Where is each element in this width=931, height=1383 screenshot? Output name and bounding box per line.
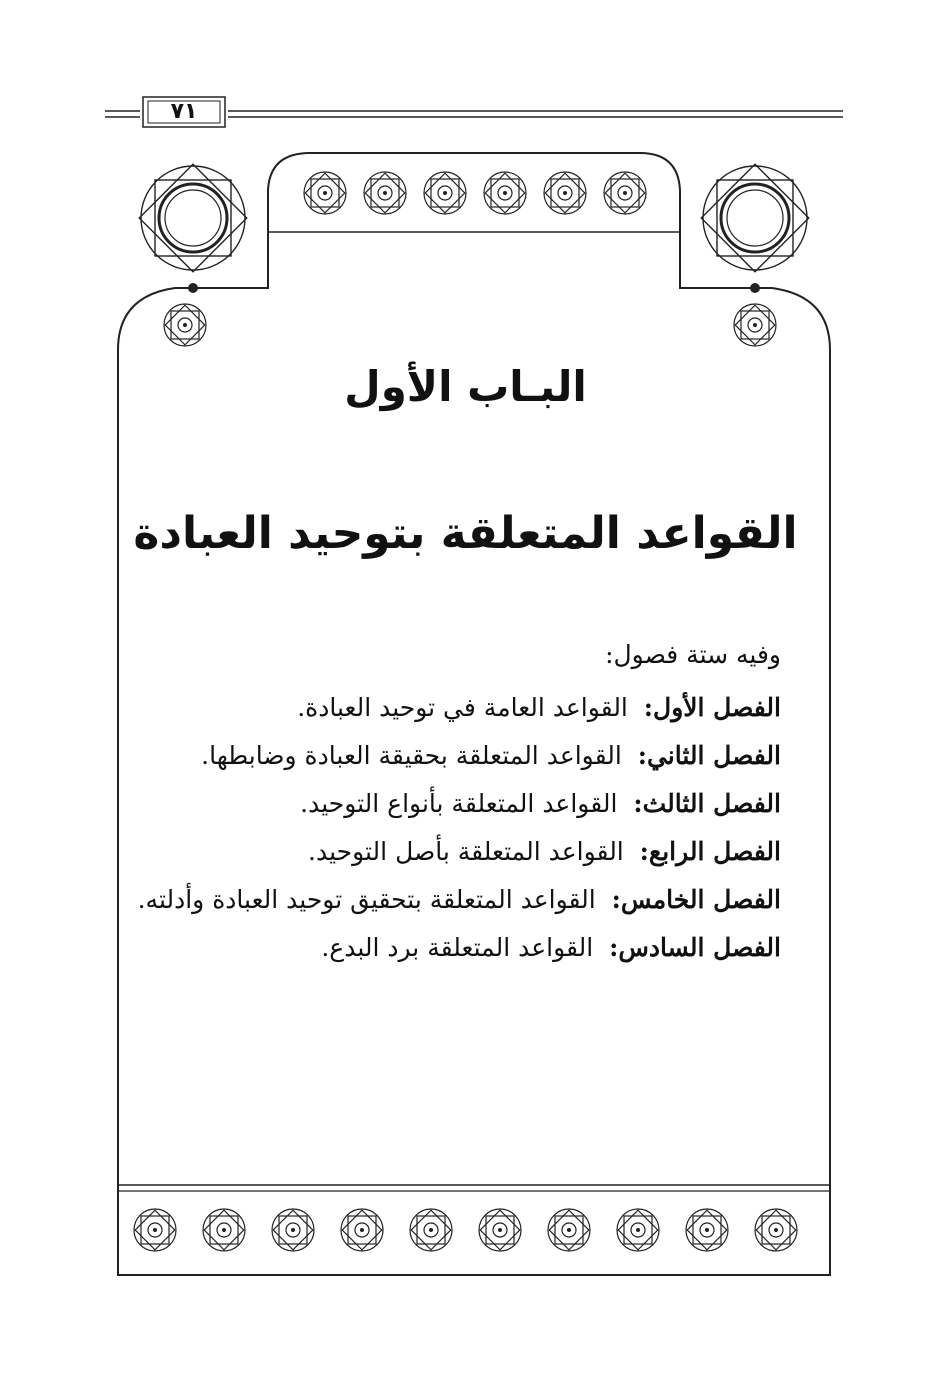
chapters-intro: وفيه ستة فصول: [605,640,781,669]
list-item [138,828,781,876]
chapter-text: القواعد المتعلقة بأصل التوحيد. [308,837,624,866]
chapter-text: القواعد المتعلقة بتحقيق توحيد العبادة وأدلته. [137,885,596,914]
chapter-label: الفصل الخامس: [611,885,781,914]
chapter-label: الفصل الثالث: [633,789,781,818]
list-item [138,876,781,924]
chapter-label: الفصل الرابع: [639,837,781,866]
part-title: البـاب الأول [344,362,587,411]
list-item [138,732,781,780]
list-item [138,684,781,732]
page-number: ٧١ [170,99,198,124]
list-item [138,780,781,828]
chapter-text: القواعد المتعلقة برد البدع. [321,933,594,962]
chapter-text: القواعد العامة في توحيد العبادة. [297,693,628,722]
chapter-text: القواعد المتعلقة بأنواع التوحيد. [300,789,618,818]
chapter-label: الفصل الأول: [643,693,781,722]
chapter-list [138,684,781,972]
chapter-label: الفصل السادس: [609,933,781,962]
chapter-label: الفصل الثاني: [637,741,781,770]
list-item [138,924,781,972]
chapter-text: القواعد المتعلقة بحقيقة العبادة وضابطها. [201,741,622,770]
chapter-title: القواعد المتعلقة بتوحيد العبادة [133,508,798,559]
